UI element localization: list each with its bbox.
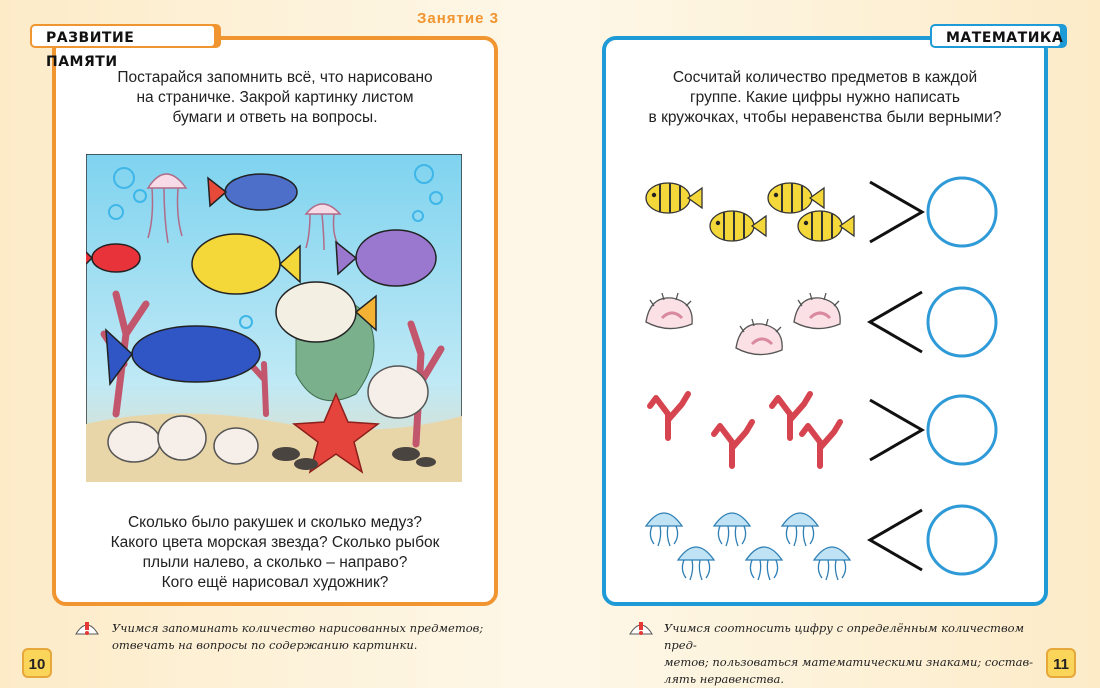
- shell-icon: [794, 293, 840, 329]
- greater-than-sign: [870, 182, 922, 242]
- shell-icon: [736, 319, 782, 355]
- answer-circle[interactable]: [928, 396, 996, 464]
- less-than-sign: [870, 510, 922, 570]
- question-line: Кого ещё нарисовал художник?: [161, 574, 389, 591]
- question-line: плыли налево, а сколько – направо?: [142, 554, 408, 571]
- footnote-line: отвечать на вопросы по содержанию картинки.: [112, 638, 418, 652]
- question-line: Какого цвета морская звезда? Сколько рыбок: [110, 534, 440, 551]
- memory-questions: [80, 513, 470, 593]
- footnote-line: Учимся запоминать количество нарисованных предметов;: [112, 621, 484, 635]
- underwater-scene-picture: [86, 154, 462, 482]
- instruction-line: в кружочках, чтобы неравенства были верными?: [648, 109, 1002, 126]
- right-footnote: [664, 620, 1044, 688]
- footnote-line: лять неравенства.: [664, 672, 784, 686]
- instruction-line: группе. Какие цифры нужно написать: [689, 89, 961, 106]
- footnote-line: метов; пользоваться математическими знаками; состав-: [664, 655, 1034, 669]
- coral-icon: [714, 422, 752, 466]
- section-tag-memory: РАЗВИТИЕ ПАМЯТИ: [30, 24, 216, 48]
- math-instruction: [620, 68, 1030, 128]
- fish-icon: [768, 183, 824, 213]
- jellyfish-icon: [782, 513, 818, 546]
- instruction-line: бумаги и ответь на вопросы.: [172, 109, 378, 126]
- fish-icon: [710, 211, 766, 241]
- shell-icon: [646, 293, 692, 329]
- jellyfish-icon: [814, 547, 850, 580]
- answer-circle[interactable]: [928, 506, 996, 574]
- left-footnote: [112, 620, 492, 654]
- coral-icon: [650, 394, 688, 438]
- greater-than-sign: [870, 400, 922, 460]
- parents-note-icon: [628, 614, 654, 638]
- fish-icon: [646, 183, 702, 213]
- jellyfish-icon: [746, 547, 782, 580]
- memory-instruction: [80, 68, 470, 128]
- jellyfish-icon: [646, 513, 682, 546]
- inequality-row: [650, 394, 996, 466]
- page-number-left: 10: [22, 648, 52, 678]
- inequality-row: [646, 288, 996, 356]
- inequality-rows: [640, 150, 1020, 590]
- inequality-row: [646, 506, 996, 580]
- fish-icon: [798, 211, 854, 241]
- answer-circle[interactable]: [928, 178, 996, 246]
- instruction-line: на страничке. Закрой картинку листом: [136, 89, 414, 106]
- question-line: Сколько было ракушек и сколько медуз?: [127, 514, 423, 531]
- coral-icon: [802, 422, 840, 466]
- less-than-sign: [870, 292, 922, 352]
- parents-note-icon: [74, 614, 100, 638]
- section-tag-math: МАТЕМАТИКА: [930, 24, 1062, 48]
- answer-circle[interactable]: [928, 288, 996, 356]
- lesson-title: Занятие 3: [417, 10, 499, 27]
- jellyfish-icon: [714, 513, 750, 546]
- footnote-line: Учимся соотносить цифру с определённым количеством пред-: [664, 621, 1025, 652]
- inequality-row: [646, 178, 996, 246]
- page-number-right: 11: [1046, 648, 1076, 678]
- jellyfish-icon: [678, 547, 714, 580]
- instruction-line: Сосчитай количество предметов в каждой: [672, 69, 978, 86]
- instruction-line: Постарайся запомнить всё, что нарисовано: [117, 69, 433, 86]
